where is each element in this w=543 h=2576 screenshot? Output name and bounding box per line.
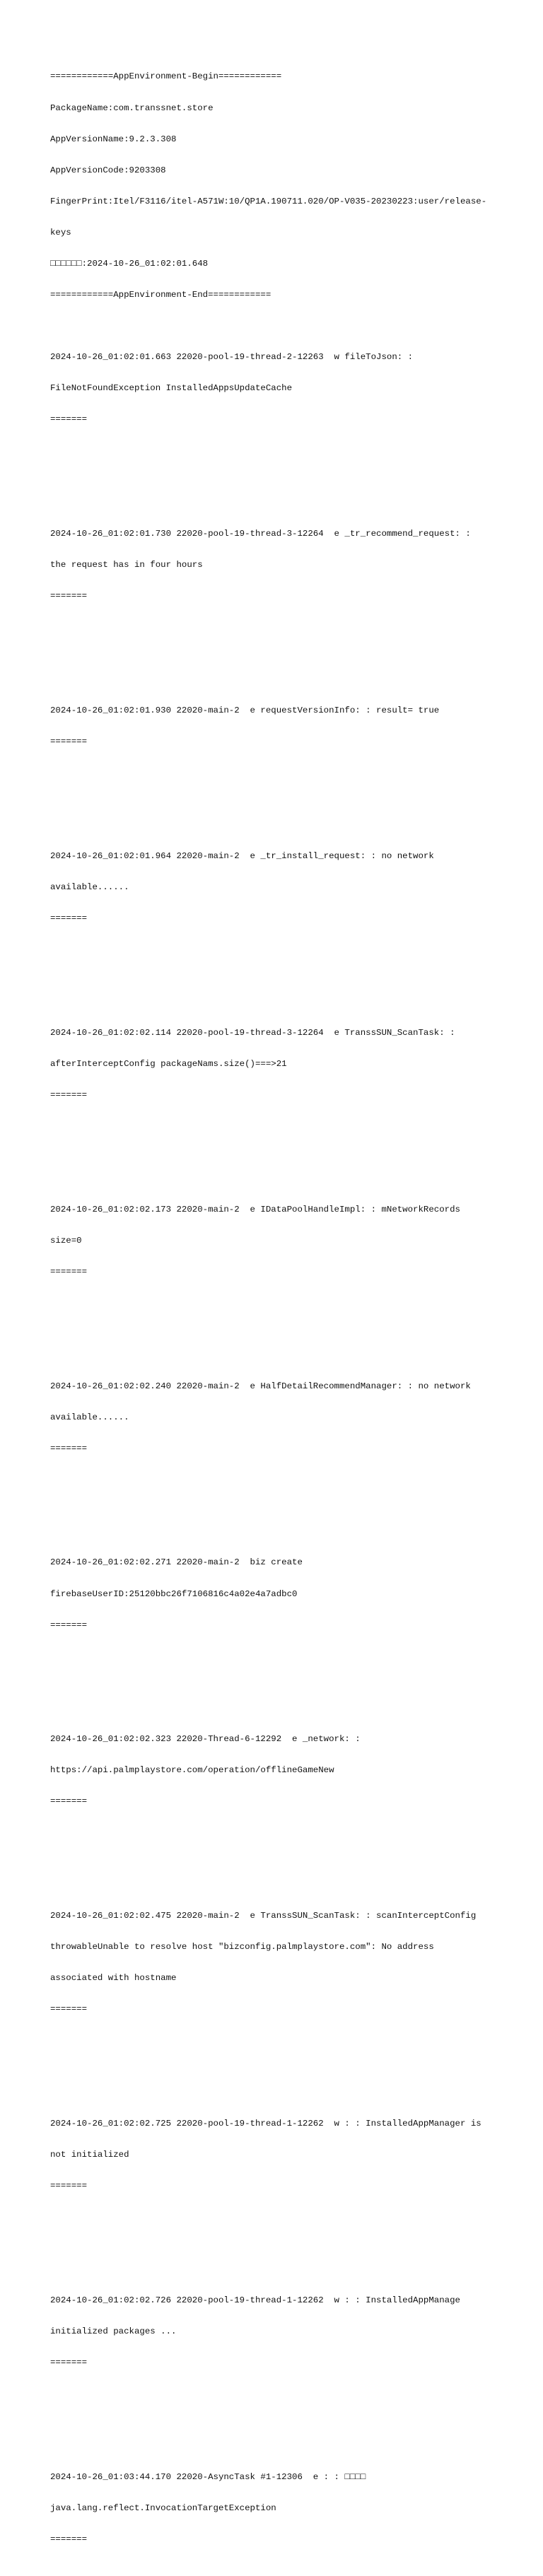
blank-line — [50, 622, 531, 633]
log-line: available...... — [50, 882, 129, 892]
log-line: initialized packages ... — [50, 2326, 177, 2337]
log-separator: ======= — [50, 1089, 88, 1100]
log-separator: ======= — [50, 1443, 88, 1453]
log-line: 2024-10-26_01:02:02.114 22020-pool-19-thread-3-12264 e TranssSUN_ScanTask: : — [50, 1027, 455, 1038]
log-line: 2024-10-26_01:02:01.930 22020-main-2 e requestVersionInfo: : result= true — [50, 706, 440, 716]
blank-line — [50, 2036, 531, 2047]
log-line: 2024-10-26_01:03:44.170 22020-AsyncTask #1-12306 e : : □□□□ — [50, 2471, 366, 2482]
log-entry — [50, 508, 531, 654]
log-line: size=0 — [50, 1235, 82, 1246]
log-line: 2024-10-26_01:02:02.725 22020-pool-19-thread-1-12262 w : : InstalledAppManager is — [50, 2119, 481, 2129]
log-line: 2024-10-26_01:02:02.323 22020-Thread-6-12292 e _network: : — [50, 1734, 361, 1745]
blank-line — [50, 1298, 531, 1309]
log-line: 2024-10-26_01:02:01.663 22020-pool-19-thread-2-12263 w fileToJson: : — [50, 352, 414, 363]
log-entry — [50, 2275, 531, 2420]
log-line: https://api.palmplaystore.com/operation/offlineGameNew — [50, 1765, 334, 1776]
log-entry — [50, 1360, 531, 1506]
log-entry — [50, 1537, 531, 1682]
blank-line — [50, 768, 531, 778]
log-separator: ======= — [50, 2534, 88, 2545]
log-separator: ======= — [50, 1796, 88, 1807]
version-name-line: AppVersionName:9.2.3.308 — [50, 134, 177, 144]
log-document — [50, 51, 531, 2576]
log-entry — [50, 685, 531, 800]
version-code-line: AppVersionCode:9203308 — [50, 165, 166, 175]
env-time-line: □□□□□□:2024-10-26_01:02:01.648 — [50, 258, 209, 269]
log-entry — [50, 1007, 531, 1152]
log-line: associated with hostname — [50, 1973, 177, 1984]
log-separator: ======= — [50, 737, 88, 747]
log-line: 2024-10-26_01:02:02.240 22020-main-2 e HalfDetailRecommendManager: : no network — [50, 1381, 471, 1391]
blank-line — [50, 2389, 531, 2399]
env-end-line: ============AppEnvironment-End============ — [50, 290, 272, 300]
log-line: afterInterceptConfig packageNams.size()===>21 — [50, 1058, 287, 1069]
log-separator: ======= — [50, 913, 88, 924]
log-separator: ======= — [50, 1620, 88, 1630]
log-line: available...... — [50, 1412, 129, 1422]
log-line: 2024-10-26_01:02:02.173 22020-main-2 e IDataPoolHandleImpl: : mNetworkRecords — [50, 1204, 460, 1214]
env-begin-line: ============AppEnvironment-Begin============ — [50, 71, 282, 82]
fingerprint-line: FingerPrint:Itel/F3116/itel-A571W:10/QP1A.190711.020/OP-V035-20230223:user/release- — [50, 196, 487, 206]
log-separator: ======= — [50, 591, 88, 602]
blank-line — [50, 446, 531, 457]
log-line: 2024-10-26_01:02:01.730 22020-pool-19-thread-3-12264 e _tr_recommend_request: : — [50, 529, 471, 539]
log-separator: ======= — [50, 2004, 88, 2015]
log-line: not initialized — [50, 2150, 129, 2160]
log-line: FileNotFoundException InstalledAppsUpdateCache — [50, 383, 293, 394]
package-name-line: PackageName:com.transsnet.store — [50, 103, 214, 113]
log-separator: ======= — [50, 1266, 88, 1277]
log-entry — [50, 332, 531, 477]
fingerprint-continuation-line: keys — [50, 227, 71, 238]
log-line: java.lang.reflect.InvocationTargetException — [50, 2503, 276, 2514]
log-entry — [50, 1183, 531, 1329]
log-entry — [50, 1714, 531, 1859]
log-separator: ======= — [50, 2358, 88, 2368]
blank-line — [50, 2212, 531, 2223]
log-entry — [50, 2098, 531, 2244]
blank-line — [50, 1121, 531, 1132]
log-separator: ======= — [50, 2181, 88, 2191]
log-line: throwableUnable to resolve host "bizconfig.palmplaystore.com": No address — [50, 1942, 434, 1953]
log-line: 2024-10-26_01:02:02.726 22020-pool-19-thread-1-12262 w : : InstalledAppManage — [50, 2295, 460, 2306]
log-entry — [50, 1890, 531, 2067]
log-line: 2024-10-26_01:02:01.964 22020-main-2 e _tr_install_request: : no network — [50, 850, 434, 861]
blank-line — [50, 944, 531, 955]
blank-line — [50, 1828, 531, 1839]
log-separator: ======= — [50, 414, 88, 425]
log-line: 2024-10-26_01:02:02.271 22020-main-2 biz create — [50, 1557, 303, 1568]
blank-line — [50, 1651, 531, 1662]
log-line: the request has in four hours — [50, 560, 203, 570]
log-line: firebaseUserID:25120bbc26f7106816c4a02e4a7adbc0 — [50, 1588, 298, 1599]
blank-line — [50, 1475, 531, 1485]
log-line: 2024-10-26_01:02:02.475 22020-main-2 e TranssSUN_ScanTask: : scanInterceptConfig — [50, 1911, 477, 1921]
log-entry — [50, 830, 531, 976]
log-entry — [50, 2452, 531, 2566]
